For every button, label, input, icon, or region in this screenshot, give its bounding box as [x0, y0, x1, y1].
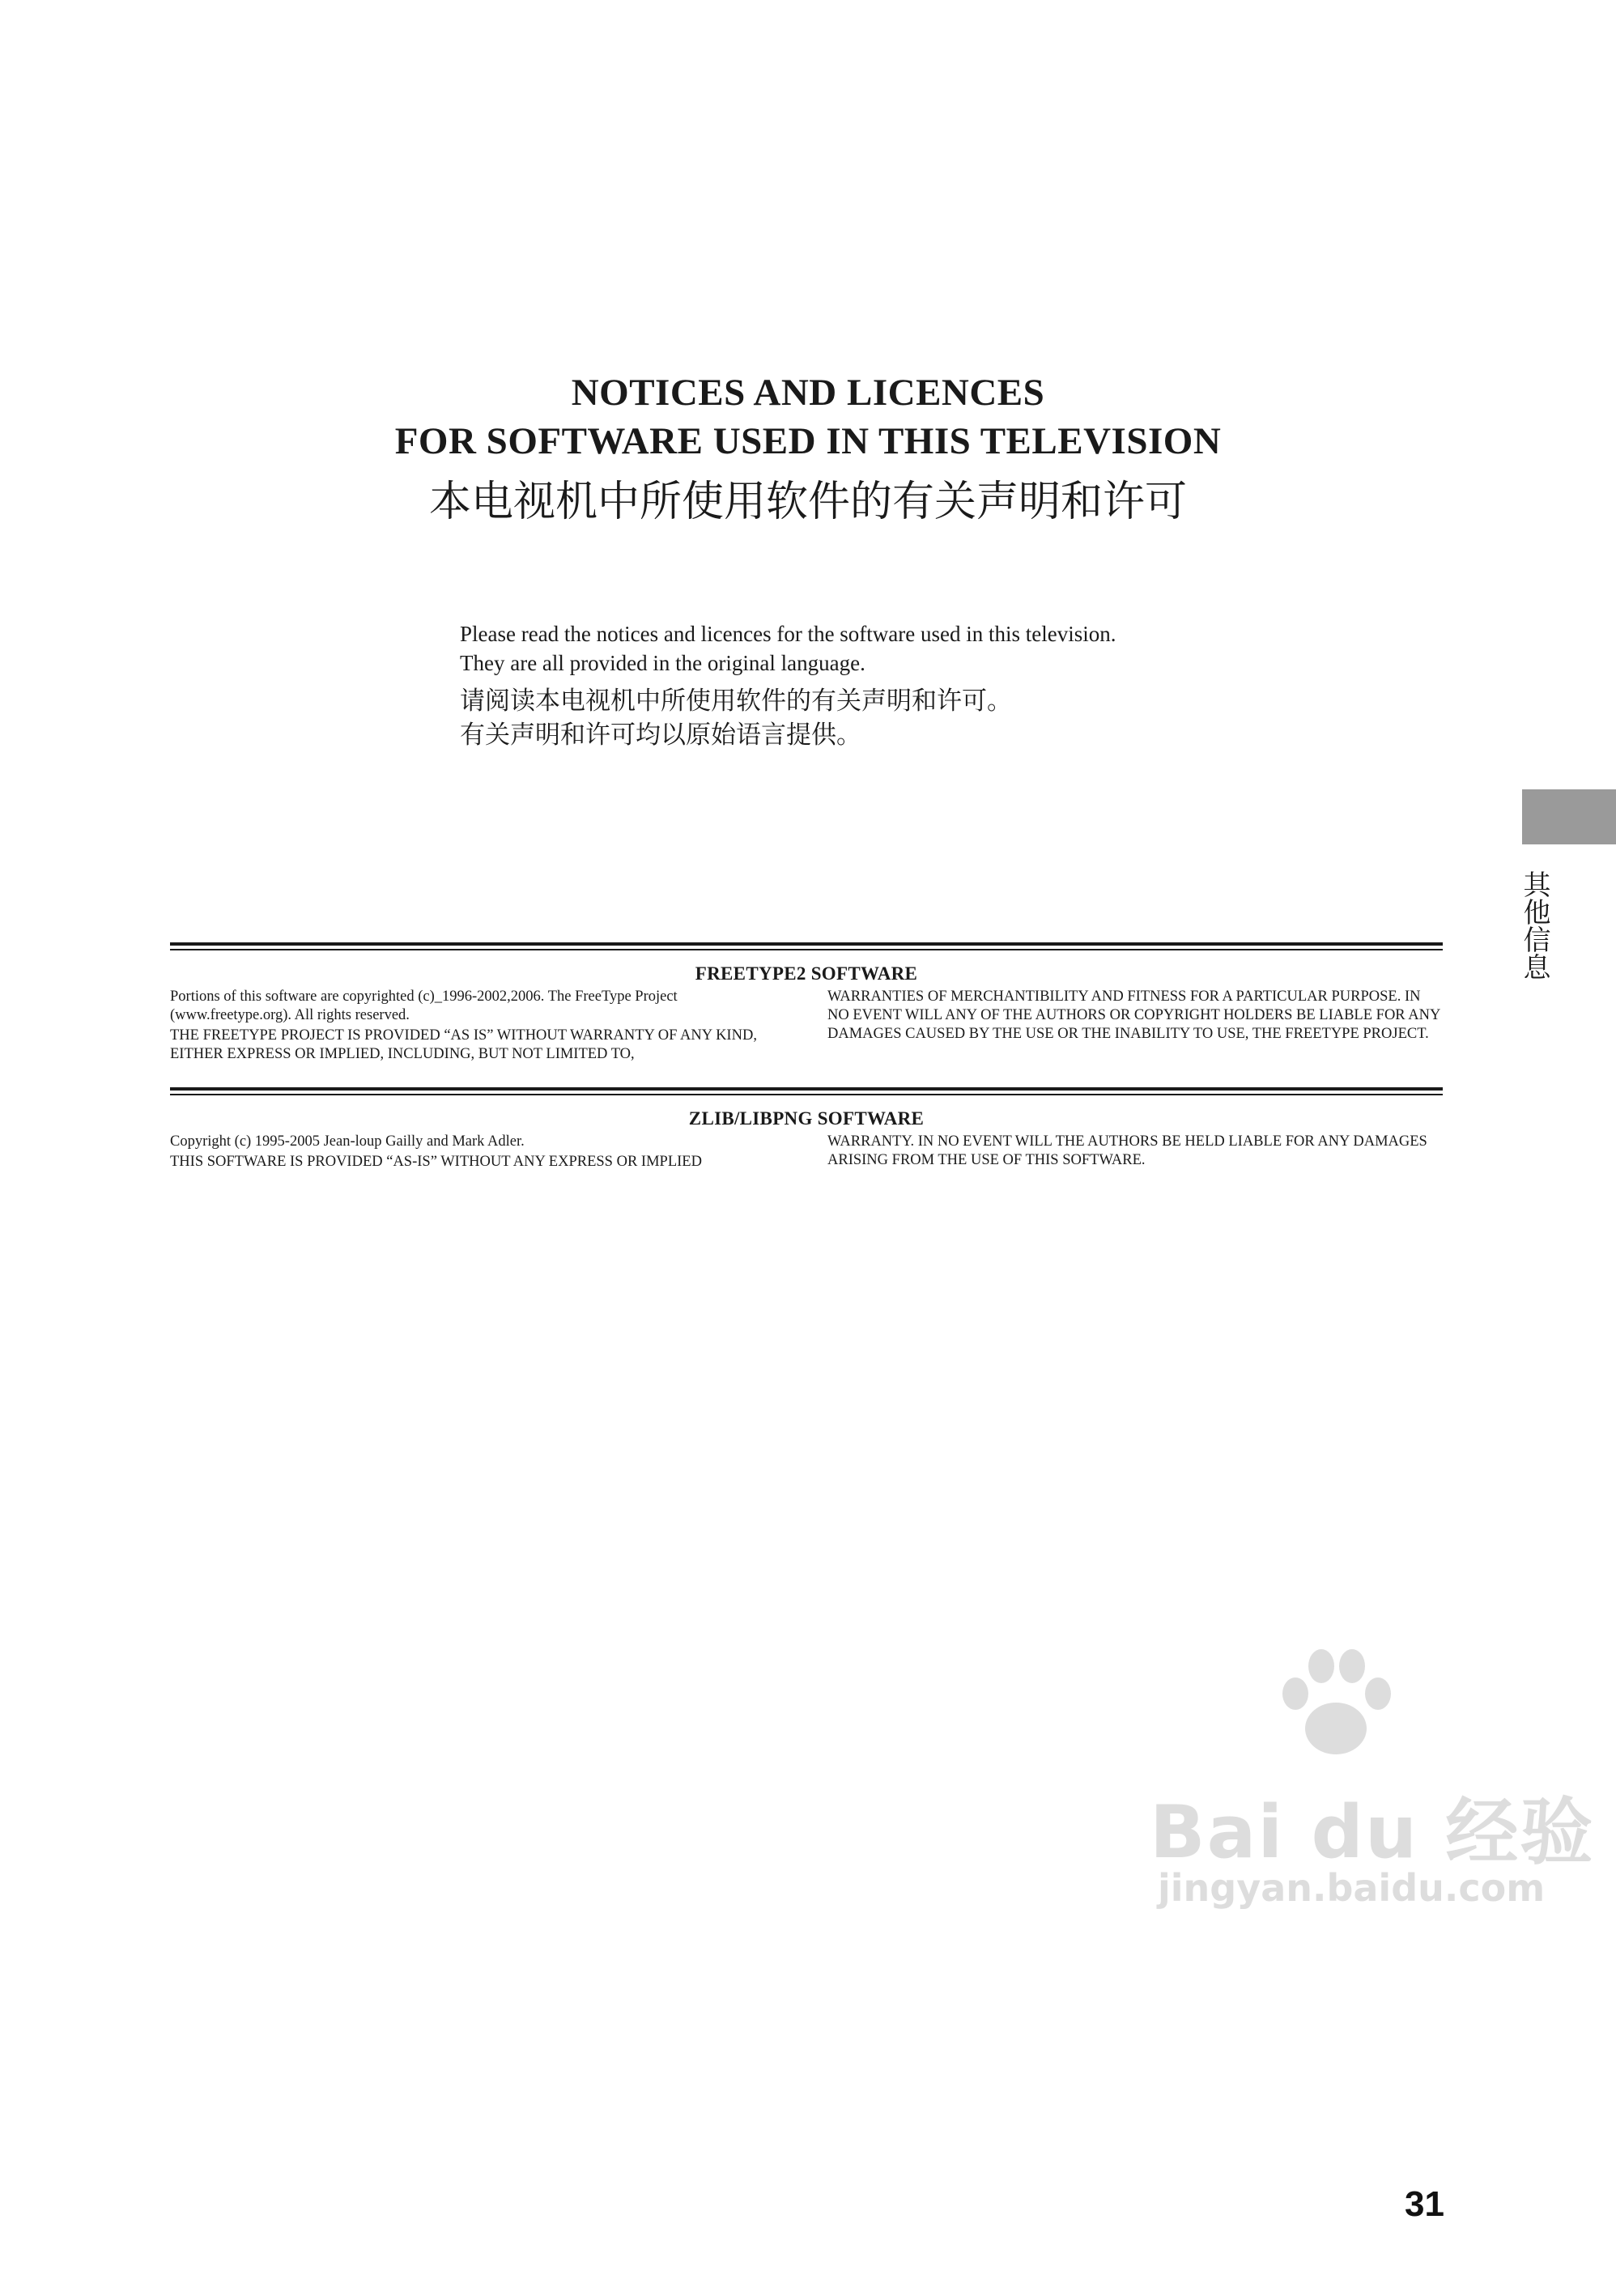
paragraph: Portions of this software are copyrighted (c)_1996-2002,2006. The FreeType Project (www.freetype.org). All rights reserved. — [170, 988, 678, 1023]
paragraph: Copyright (c) 1995-2005 Jean-loup Gailly and Mark Adler. — [170, 1133, 525, 1150]
chapter-tab-label: 其他信息 — [1518, 870, 1550, 980]
intro-en-line-1: Please read the notices and licences for the software used in this television. — [460, 622, 1116, 646]
section-rule-thin — [170, 949, 1443, 950]
zlib-section — [170, 1087, 1443, 1173]
page-number: 31 — [1405, 2184, 1444, 2224]
watermark-url: jingyan.baidu.com — [1158, 1866, 1546, 1910]
chapter-tab — [1522, 789, 1616, 844]
freetype-section — [170, 942, 1443, 1065]
section-left-column — [170, 988, 785, 1065]
section-rule-thick — [170, 1087, 1443, 1091]
title-chinese: 本电视机中所使用软件的有关声明和许可 — [428, 478, 1187, 526]
title-line-1: NOTICES AND LICENCES — [571, 372, 1045, 414]
section-left-column — [170, 1133, 785, 1173]
section-right-column — [827, 988, 1443, 1065]
section-columns — [170, 1133, 1443, 1173]
paw-icon — [1271, 1643, 1401, 1765]
section-columns — [170, 988, 1443, 1065]
section-title: FREETYPE2 SOFTWARE — [695, 963, 918, 984]
paragraph: WARRANTY. IN NO EVENT WILL THE AUTHORS BE HELD LIABLE FOR ANY DAMAGES ARISING FROM THE USE OF THIS SOFTWARE. — [827, 1133, 1427, 1168]
intro-zh-line-2: 有关声明和许可均以原始语言提供。 — [460, 721, 861, 750]
paragraph: THIS SOFTWARE IS PROVIDED “AS-IS” WITHOUT ANY EXPRESS OR IMPLIED — [170, 1153, 702, 1170]
section-rule-thin — [170, 1094, 1443, 1095]
section-rule-thick — [170, 942, 1443, 946]
intro-en-line-2: They are all provided in the original language. — [460, 651, 865, 675]
intro-block — [460, 619, 1189, 752]
watermark — [1133, 1643, 1595, 1911]
title-block — [0, 368, 1616, 529]
section-title: ZLIB/LIBPNG SOFTWARE — [688, 1108, 925, 1129]
section-right-column — [827, 1133, 1443, 1173]
title-line-2: FOR SOFTWARE USED IN THIS TELEVISION — [394, 420, 1222, 462]
paragraph: THE FREETYPE PROJECT IS PROVIDED “AS IS” WITHOUT WARRANTY OF ANY KIND, EITHER EXPRESS OR IMPLIED, INCLUDING, BUT NOT LIMITED TO, — [170, 1027, 757, 1062]
watermark-brand: Bai du 经验 — [1150, 1790, 1595, 1875]
paragraph: WARRANTIES OF MERCHANTIBILITY AND FITNESS FOR A PARTICULAR PURPOSE. IN NO EVENT WILL ANY OF THE AUTHORS OR COPYRIGHT HOLDERS BE LIABLE FOR ANY DAMAGES CAUSED BY THE USE OR THE INABILITY TO USE, THE FREETYPE PROJECT. — [827, 988, 1440, 1042]
intro-zh-line-1: 请阅读本电视机中所使用软件的有关声明和许可。 — [460, 687, 1012, 716]
